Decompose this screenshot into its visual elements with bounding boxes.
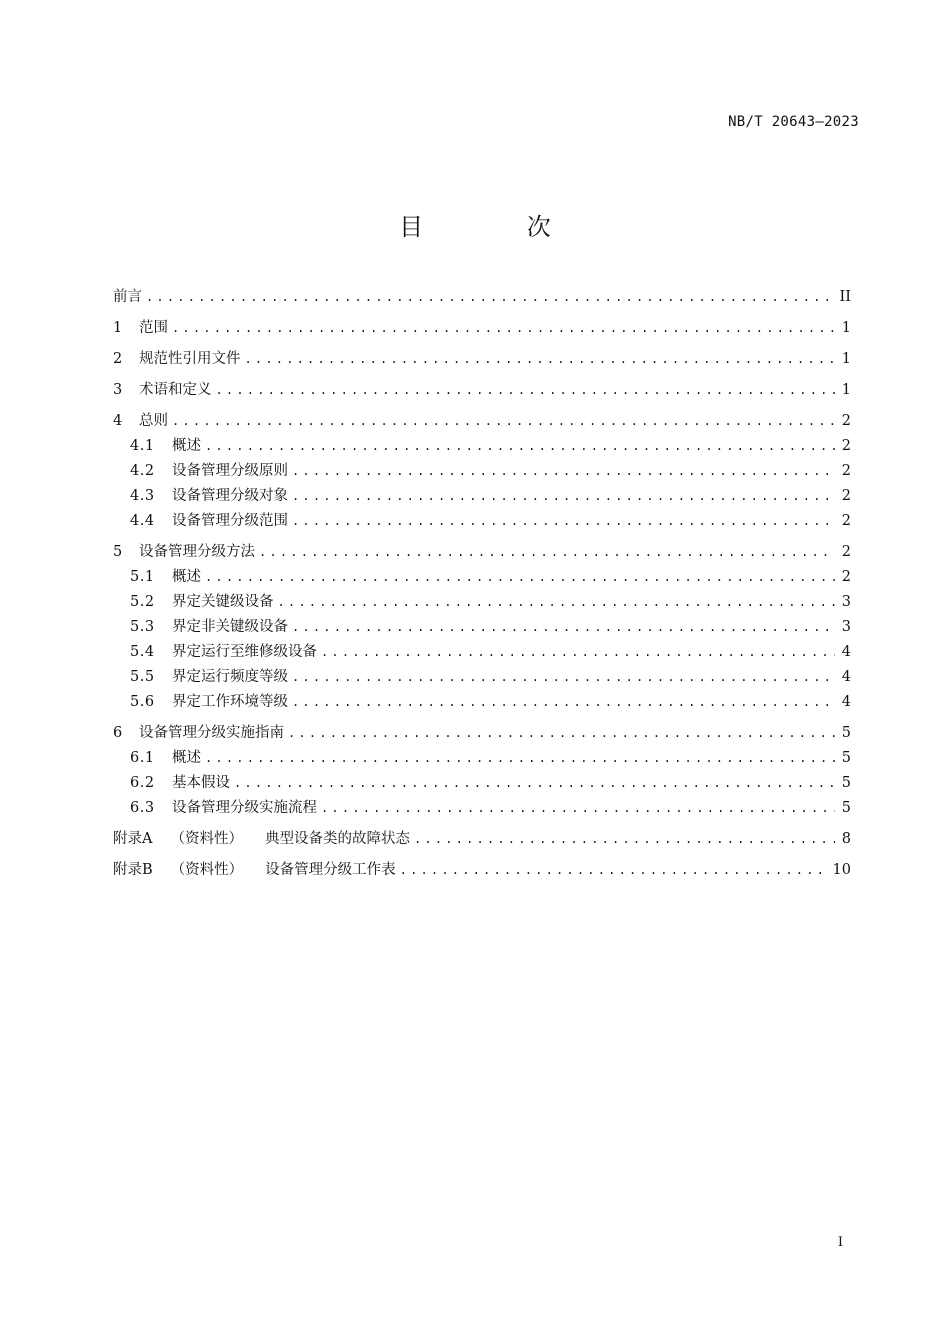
- dot-leader: [146, 285, 834, 310]
- toc-entry[interactable]: [113, 434, 851, 459]
- toc-entry-page: 2: [841, 488, 851, 504]
- toc-entry-title: 总则: [139, 413, 168, 429]
- dot-leader: [216, 378, 836, 403]
- toc-entry-page: 8: [841, 831, 851, 847]
- dot-leader: [205, 565, 835, 590]
- toc-entry[interactable]: [113, 590, 851, 615]
- toc-entry-title: 界定运行频度等级: [172, 669, 288, 685]
- toc-entry-page: 2: [841, 438, 851, 454]
- toc-entry-number: 6.2: [130, 775, 155, 791]
- toc-entry-page: 2: [841, 569, 851, 585]
- toc-entry[interactable]: [113, 640, 851, 665]
- standard-number: NB/T 20643—2023: [728, 114, 859, 130]
- toc-entry-title: 设备管理分级原则: [172, 463, 288, 479]
- toc-entry-title: 术语和定义: [139, 382, 212, 398]
- toc-entry[interactable]: [113, 796, 851, 821]
- toc-entry-page: 5: [841, 725, 851, 741]
- toc-entry[interactable]: [113, 858, 851, 883]
- toc-entry-title: 前言: [113, 289, 142, 305]
- toc-entry-category: （资料性）: [170, 862, 244, 878]
- toc-entry-title: 概述: [172, 750, 201, 766]
- toc-entry-number: 5.3: [130, 619, 155, 635]
- toc-entry[interactable]: [113, 565, 851, 590]
- toc-entry-title: 典型设备类的故障状态: [264, 831, 410, 847]
- toc-entry[interactable]: [113, 378, 851, 403]
- toc-entry-number: 5.2: [130, 594, 155, 610]
- dot-leader: [292, 509, 835, 534]
- toc-entry-page: 2: [841, 544, 851, 560]
- toc-entry-page: 5: [841, 775, 851, 791]
- table-of-contents: [113, 285, 851, 883]
- dot-leader: [292, 690, 835, 715]
- toc-entry-page: 4: [841, 644, 851, 660]
- toc-entry-title: 界定运行至维修级设备: [172, 644, 317, 660]
- toc-entry-page: 1: [841, 351, 851, 367]
- dot-leader: [414, 827, 835, 852]
- toc-entry-number: 5.1: [130, 569, 155, 585]
- dot-leader: [172, 409, 835, 434]
- dot-leader: [292, 615, 835, 640]
- toc-entry-page: 4: [841, 694, 851, 710]
- toc-entry-page: 2: [841, 413, 851, 429]
- toc-entry-number: 6.3: [130, 800, 155, 816]
- toc-entry-title: 范围: [139, 320, 168, 336]
- toc-entry-number: 1: [113, 320, 123, 336]
- toc-entry[interactable]: [113, 285, 851, 310]
- toc-entry[interactable]: [113, 827, 851, 852]
- toc-entry-number: 5.6: [130, 694, 155, 710]
- toc-entry-number: 5.4: [130, 644, 155, 660]
- toc-entry-title: 设备管理分级对象: [172, 488, 288, 504]
- toc-entry-page: 3: [841, 619, 851, 635]
- toc-entry-title: 概述: [172, 438, 201, 454]
- dot-leader: [400, 858, 827, 883]
- dot-leader: [278, 590, 836, 615]
- dot-leader: [288, 721, 835, 746]
- toc-entry-title: 基本假设: [172, 775, 230, 791]
- toc-entry[interactable]: [113, 615, 851, 640]
- page-number: I: [837, 1235, 843, 1250]
- toc-entry-title: 界定工作环境等级: [172, 694, 288, 710]
- toc-entry[interactable]: [113, 721, 851, 746]
- toc-entry-title: 设备管理分级实施指南: [139, 725, 284, 741]
- toc-entry-number: 5.5: [130, 669, 155, 685]
- toc-entry-number: 4.3: [130, 488, 155, 504]
- dot-leader: [205, 746, 835, 771]
- dot-leader: [321, 640, 835, 665]
- dot-leader: [205, 434, 835, 459]
- toc-entry[interactable]: [113, 316, 851, 341]
- toc-entry-title: 设备管理分级方法: [139, 544, 255, 560]
- toc-entry-number: 4: [113, 413, 123, 429]
- toc-entry-title: 概述: [172, 569, 201, 585]
- toc-entry[interactable]: [113, 484, 851, 509]
- toc-entry[interactable]: [113, 347, 851, 372]
- toc-entry-title: 界定关键级设备: [172, 594, 274, 610]
- dot-leader: [259, 540, 835, 565]
- toc-entry[interactable]: [113, 771, 851, 796]
- toc-entry-number: 附录B: [113, 862, 153, 878]
- toc-entry-page: 1: [841, 382, 851, 398]
- toc-entry-page: 1: [841, 320, 851, 336]
- toc-entry-number: 6: [113, 725, 123, 741]
- toc-entry-category: （资料性）: [170, 831, 243, 847]
- toc-entry[interactable]: [113, 690, 851, 715]
- dot-leader: [245, 347, 836, 372]
- toc-entry[interactable]: [113, 665, 851, 690]
- dot-leader: [321, 796, 835, 821]
- dot-leader: [234, 771, 835, 796]
- dot-leader: [292, 665, 835, 690]
- toc-entry-number: 3: [113, 382, 123, 398]
- toc-entry-number: 4.2: [130, 463, 155, 479]
- toc-entry-number: 4.1: [130, 438, 155, 454]
- dot-leader: [292, 484, 835, 509]
- dot-leader: [172, 316, 835, 341]
- page-title: 目 次: [399, 213, 599, 241]
- toc-entry-title: 规范性引用文件: [139, 351, 241, 367]
- toc-entry[interactable]: [113, 509, 851, 534]
- toc-entry-page: 5: [841, 750, 851, 766]
- toc-entry-number: 附录A: [113, 831, 153, 847]
- toc-entry-title: 设备管理分级范围: [172, 513, 288, 529]
- toc-entry-number: 5: [113, 544, 123, 560]
- toc-entry[interactable]: [113, 540, 851, 565]
- dot-leader: [292, 459, 835, 484]
- toc-entry-page: 2: [841, 463, 851, 479]
- toc-entry-number: 2: [113, 351, 123, 367]
- toc-entry-number: 4.4: [130, 513, 155, 529]
- toc-entry-title: 界定非关键级设备: [172, 619, 288, 635]
- toc-entry-number: 6.1: [130, 750, 155, 766]
- toc-entry-title: 设备管理分级工作表: [265, 862, 396, 878]
- toc-entry-title: 设备管理分级实施流程: [172, 800, 317, 816]
- toc-entry-page: 2: [841, 513, 851, 529]
- toc-entry-page: 4: [841, 669, 851, 685]
- toc-entry-page: II: [839, 289, 851, 305]
- toc-entry-page: 5: [841, 800, 851, 816]
- toc-entry-page: 10: [832, 862, 851, 878]
- toc-entry[interactable]: [113, 409, 851, 434]
- toc-entry-page: 3: [841, 594, 851, 610]
- toc-entry[interactable]: [113, 459, 851, 484]
- toc-entry[interactable]: [113, 746, 851, 771]
